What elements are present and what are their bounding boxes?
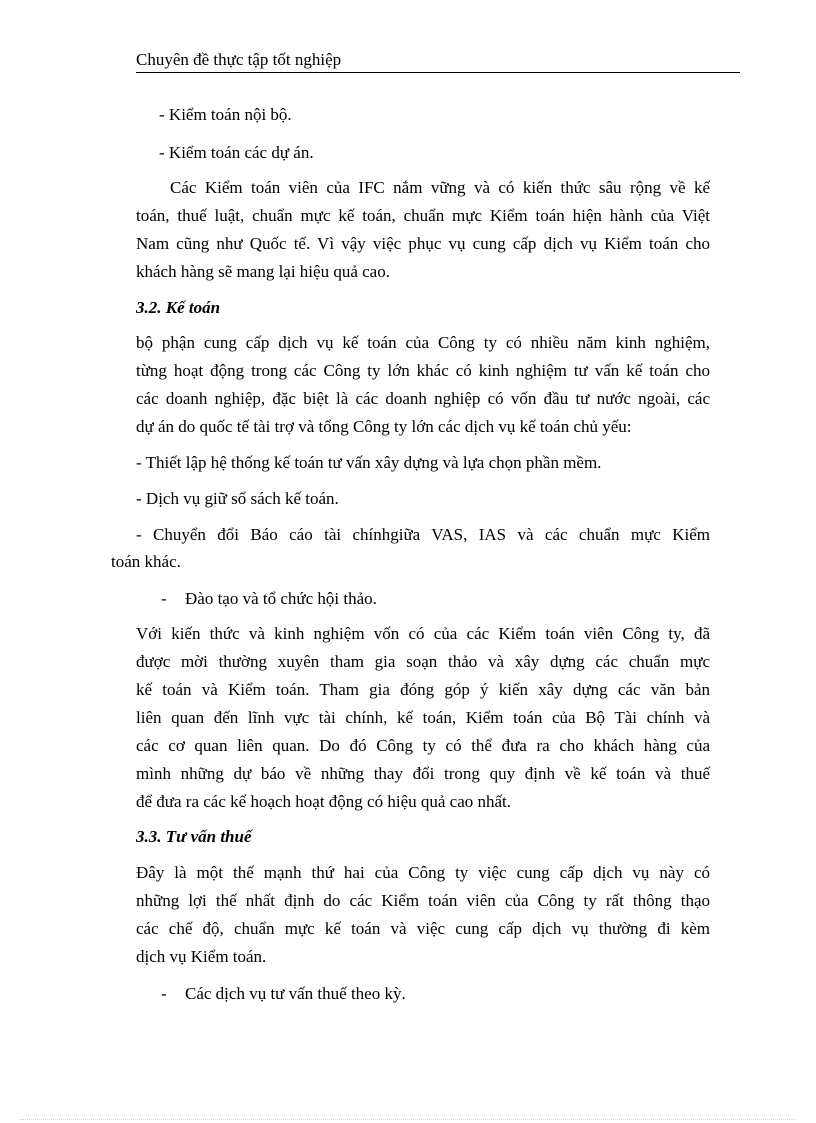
para3-line: được mời thường xuyên tham gia soạn thảo và xây dựng các chuẩn mực bbox=[136, 652, 710, 671]
para3-line: các cơ quan liên quan. Do đó Công ty có thể đưa ra cho khách hàng của bbox=[136, 736, 710, 755]
list-item-text: Đào tạo và tổ chức hội thảo. bbox=[185, 589, 377, 608]
bullet-project-audit: - Kiểm toán các dự án. bbox=[159, 143, 314, 162]
para2-line: dự án do quốc tế tài trợ và tổng Công ty lớn các dịch vụ kế toán chủ yếu: bbox=[136, 417, 632, 436]
list-item-conversion-cont: toán khác. bbox=[111, 552, 181, 571]
para4-line: những lợi thế nhất định do các Kiểm toán viên của Công ty rất thông thạo bbox=[136, 891, 710, 910]
para2-line: bộ phận cung cấp dịch vụ kế toán của Công ty có nhiều năm kinh nghiệm, bbox=[136, 333, 710, 352]
list-item-conversion: - Chuyển đổi Báo cáo tài chínhgiữa VAS, IAS và các chuẩn mực Kiểm bbox=[136, 525, 710, 544]
dash-marker: - bbox=[161, 589, 167, 608]
page-bottom-divider bbox=[20, 1119, 796, 1120]
para1-line: khách hàng sẽ mang lại hiệu quả cao. bbox=[136, 262, 390, 281]
para4-line: dịch vụ Kiểm toán. bbox=[136, 947, 267, 966]
list-item-text: Các dịch vụ tư vấn thuế theo kỳ. bbox=[185, 984, 406, 1003]
list-item-bookkeeping: - Dịch vụ giữ sổ sách kế toán. bbox=[136, 489, 339, 508]
header-title: Chuyên đề thực tập tốt nghiệp bbox=[136, 50, 342, 69]
para2-line: các doanh nghiệp, đặc biệt là các doanh nghiệp có vốn đầu tư nước ngoài, các bbox=[136, 389, 710, 408]
para1-line: toán, thuế luật, chuẩn mực kế toán, chuẩn mực Kiểm toán hiện hành của Việt bbox=[136, 206, 710, 225]
page-header bbox=[136, 48, 740, 73]
list-item-setup-accounting: - Thiết lập hệ thống kế toán tư vấn xây dựng và lựa chọn phần mềm. bbox=[136, 453, 602, 472]
para3-line: mình những dự báo về những thay đổi trong quy định về kế toán và thuế bbox=[136, 764, 710, 783]
heading-tax-consulting: 3.3. Tư vấn thuế bbox=[136, 827, 252, 846]
para4-line: Đây là một thế mạnh thứ hai của Công ty việc cung cấp dịch vụ này có bbox=[136, 863, 710, 882]
para3-line: kế toán và Kiểm toán. Tham gia đóng góp ý kiến xây dựng các văn bản bbox=[136, 680, 710, 699]
para3-line: để đưa ra các kế hoạch hoạt động có hiệu quả cao nhất. bbox=[136, 792, 512, 811]
para3-line: liên quan đến lĩnh vực tài chính, kế toán, Kiểm toán của Bộ Tài chính và bbox=[136, 708, 710, 727]
heading-accounting: 3.2. Kế toán bbox=[136, 298, 221, 317]
para2-line: từng hoạt động trong các Công ty lớn khác có kinh nghiệm tư vấn kế toán cho bbox=[136, 361, 710, 380]
para1-line: Nam cũng như Quốc tế. Vì vậy việc phục vụ cung cấp dịch vụ Kiểm toán cho bbox=[136, 234, 710, 253]
para3-line: Với kiến thức và kinh nghiệm vốn có của các Kiểm toán viên Công ty, đã bbox=[136, 624, 710, 643]
para1-line: Các Kiểm toán viên của IFC nắm vững và có kiến thức sâu rộng về kế bbox=[170, 178, 710, 197]
para4-line: các chế độ, chuẩn mực kế toán và việc cung cấp dịch vụ thường đi kèm bbox=[136, 919, 710, 938]
bullet-internal-audit: - Kiểm toán nội bộ. bbox=[159, 105, 292, 124]
dash-marker: - bbox=[161, 984, 167, 1003]
